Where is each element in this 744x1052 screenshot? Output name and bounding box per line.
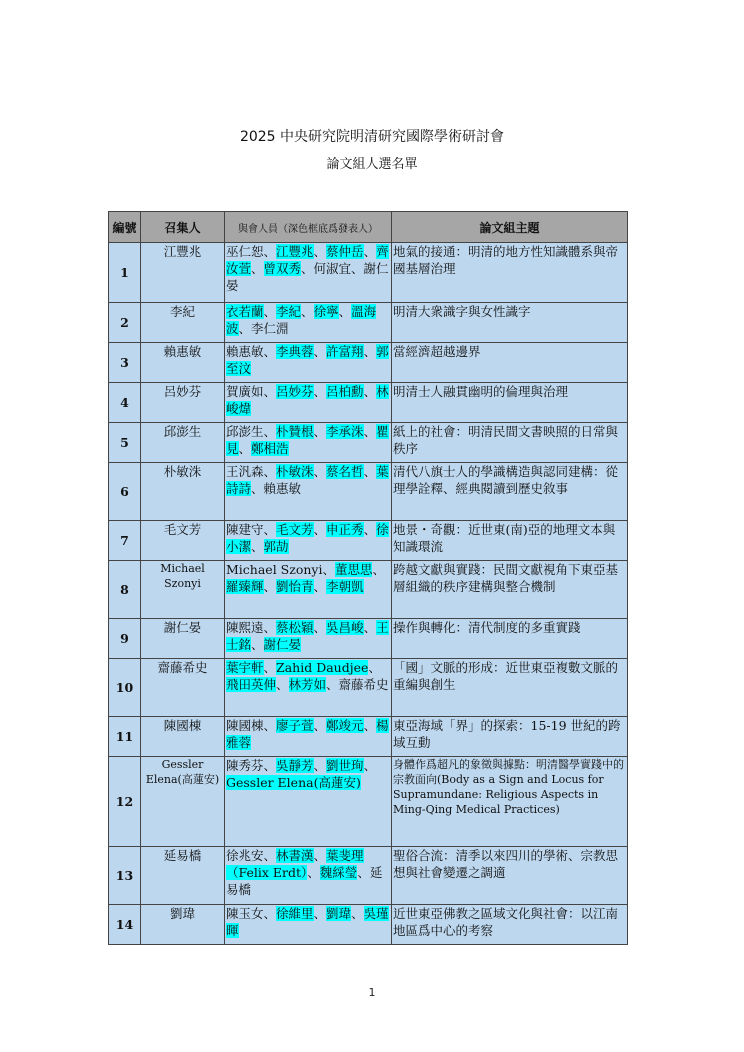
row-theme: 東亞海域「界」的探索：15-19 世紀的跨域互動 <box>392 717 628 757</box>
presenter-name: 郭至汶 <box>226 344 389 376</box>
row-members <box>225 905 392 945</box>
member-text: 、 <box>372 562 385 577</box>
presenter-name: 飛田英伸 <box>226 677 277 692</box>
presenter-name: 吳昌峻 <box>326 620 364 635</box>
table-row <box>109 243 628 303</box>
member-text: 、 <box>238 441 252 456</box>
presenter-name: 曾双秀 <box>263 261 302 276</box>
row-members <box>225 561 392 619</box>
presenter-name: 王士銘 <box>226 620 389 652</box>
row-number: 4 <box>109 383 141 423</box>
table-row <box>109 303 628 343</box>
presenter-name: Zahid Daudjee <box>276 660 369 675</box>
member-text: 、 <box>313 384 327 399</box>
row-number: 11 <box>109 717 141 757</box>
panel-list-table <box>108 211 628 945</box>
row-members <box>225 303 392 343</box>
row-convener: 朴敏洙 <box>141 463 225 521</box>
presenter-name: 楊雅蓉 <box>226 718 389 750</box>
member-text: 、何淑宜、謝仁晏 <box>226 261 389 293</box>
member-text: 王汎森、 <box>226 464 277 479</box>
presenter-name: 林書漢 <box>276 848 314 863</box>
row-theme: 跨越文獻與實踐：民間文獻視角下東亞基層組織的秩序建構與整合機制 <box>392 561 628 619</box>
presenter-name: 吳靜芳 <box>276 758 314 773</box>
member-text: 、 <box>363 424 377 439</box>
row-theme: 清代八旗士人的學識構造與認同建構：從理學詮釋、經典閱讀到歷史敘事 <box>392 463 628 521</box>
member-text: 、齋藤希史 <box>326 677 389 692</box>
row-theme: 紙上的社會：明清民間文書映照的日常與秩序 <box>392 423 628 463</box>
presenter-name: 葉斐理（Felix Erdt） <box>226 848 364 880</box>
member-text: 、賴惠敏 <box>251 481 302 496</box>
row-number: 8 <box>109 561 141 619</box>
row-members <box>225 423 392 463</box>
row-number: 13 <box>109 847 141 905</box>
header-theme: 論文組主題 <box>392 212 628 243</box>
row-theme: 操作與轉化：清代制度的多重實踐 <box>392 619 628 659</box>
member-text: 、 <box>313 620 327 635</box>
row-theme: 明清士人融貫幽明的倫理與治理 <box>392 383 628 423</box>
presenter-name: 鄭竣元 <box>326 718 364 733</box>
member-text: 徐兆安、 <box>226 848 277 863</box>
row-number: 5 <box>109 423 141 463</box>
row-convener: 謝仁晏 <box>141 619 225 659</box>
row-members <box>225 847 392 905</box>
member-text: 、 <box>313 579 327 594</box>
presenter-name: 李承洙 <box>326 424 364 439</box>
row-members <box>225 659 392 717</box>
row-convener: 賴惠敏 <box>141 343 225 383</box>
member-text: 、 <box>301 304 314 319</box>
table-row <box>109 619 628 659</box>
member-text: 陳秀芬、 <box>226 758 277 773</box>
member-text: 、 <box>363 464 377 479</box>
presenter-name: 魏綵瑩 <box>319 865 358 880</box>
row-convener: 邱澎生 <box>141 423 225 463</box>
member-text: 、 <box>313 718 327 733</box>
presenter-name: 謝仁晏 <box>263 637 302 652</box>
member-text: 、 <box>363 718 377 733</box>
row-convener: 延易橋 <box>141 847 225 905</box>
member-text: 、 <box>363 344 377 359</box>
table-row <box>109 717 628 757</box>
member-text: 陳國棟、 <box>226 718 277 733</box>
presenter-name: 廖子萱 <box>276 718 314 733</box>
member-text: 、 <box>263 660 277 675</box>
table-row <box>109 905 628 945</box>
row-convener: 呂妙芬 <box>141 383 225 423</box>
presenter-name: 蔡名哲 <box>326 464 364 479</box>
member-text: 陳熙遠、 <box>226 620 277 635</box>
table-row <box>109 383 628 423</box>
row-number: 14 <box>109 905 141 945</box>
presenter-name: 朴贊根 <box>276 424 314 439</box>
row-number: 2 <box>109 303 141 343</box>
table-body <box>109 243 628 945</box>
row-number: 9 <box>109 619 141 659</box>
member-text: 陳建守、 <box>226 522 277 537</box>
row-members <box>225 619 392 659</box>
row-members <box>225 463 392 521</box>
presenter-name: 劉世珣 <box>326 758 364 773</box>
member-text: 、 <box>313 522 327 537</box>
presenter-name: 李典蓉 <box>276 344 314 359</box>
presenter-name: 郭劼 <box>263 539 289 554</box>
header-number: 編號 <box>109 212 141 243</box>
presenter-name: 毛文芳 <box>276 522 314 537</box>
presenter-name: 瞿見 <box>226 424 389 456</box>
table-row <box>109 463 628 521</box>
member-text: 、 <box>251 261 264 276</box>
member-text: 、 <box>251 539 264 554</box>
row-theme: 地氣的接通：明清的地方性知識體系與帝國基層治理 <box>392 243 628 303</box>
presenter-name: 李紀 <box>276 304 302 319</box>
row-convener: 陳國棟 <box>141 717 225 757</box>
presenter-name: 蔡仲岳 <box>326 244 364 259</box>
member-text: 、 <box>313 464 327 479</box>
page-title: 2025 中央研究院明清研究國際學術研討會 <box>239 129 505 145</box>
row-convener: 江豐兆 <box>141 243 225 303</box>
table-row <box>109 561 628 619</box>
member-text: 、 <box>263 579 277 594</box>
table-header-row <box>109 212 628 243</box>
row-number: 12 <box>109 757 141 847</box>
row-theme: 身體作爲超凡的象徵與據點：明清醫學實踐中的宗教面向(Body as a Sign and Locus for Supramundane: Religious Aspects in Ming-Qing Medical Practices) <box>392 757 628 847</box>
member-text: 、 <box>363 244 377 259</box>
row-convener: Gessler Elena(高蓮安) <box>141 757 225 847</box>
member-text: 、 <box>363 384 377 399</box>
member-text: 、 <box>368 660 381 675</box>
page-number: 1 <box>368 986 376 999</box>
presenter-name: 董思思 <box>334 562 373 577</box>
row-members <box>225 521 392 561</box>
row-convener: 毛文芳 <box>141 521 225 561</box>
presenter-name: 衣若蘭 <box>226 304 264 319</box>
member-text: 、 <box>313 848 327 863</box>
member-text: 、 <box>263 304 277 319</box>
row-theme: 當經濟超越邊界 <box>392 343 628 383</box>
presenter-name: Gessler Elena(高蓮安) <box>226 775 361 790</box>
presenter-name: 葉宇軒 <box>226 660 264 675</box>
table-row <box>109 659 628 717</box>
presenter-name: 徐維里 <box>276 906 314 921</box>
row-number: 7 <box>109 521 141 561</box>
member-text: Michael Szonyi、 <box>226 562 335 577</box>
row-theme: 近世東亞佛教之區域文化與社會：以江南地區爲中心的考察 <box>392 905 628 945</box>
presenter-name: 許富翔 <box>326 344 364 359</box>
member-text: 、 <box>313 424 327 439</box>
row-members <box>225 343 392 383</box>
presenter-name: 劉瑋 <box>326 906 352 921</box>
member-text: 、 <box>307 865 320 880</box>
member-text: 、 <box>363 620 377 635</box>
table-row <box>109 847 628 905</box>
member-text: 、李仁淵 <box>238 321 289 336</box>
row-theme: 「國」文脈的形成：近世東亞複數文脈的重編與創生 <box>392 659 628 717</box>
header-members: 與會人員（深色框底爲發表人） <box>225 212 392 243</box>
member-text: 、 <box>313 906 327 921</box>
presenter-name: 劉怡青 <box>276 579 314 594</box>
member-text: 、 <box>338 304 352 319</box>
presenter-name: 葉詩詩 <box>226 464 389 496</box>
member-text: 賴惠敏、 <box>226 344 277 359</box>
presenter-name: 齊汝萱 <box>226 244 389 276</box>
presenter-name: 江豐兆 <box>276 244 314 259</box>
row-convener: 李紀 <box>141 303 225 343</box>
member-text: 、 <box>313 758 327 773</box>
presenter-name: 羅臻輝 <box>226 579 264 594</box>
row-theme: 明清大衆識字與女性識字 <box>392 303 628 343</box>
row-members <box>225 383 392 423</box>
header-convener: 召集人 <box>141 212 225 243</box>
row-members <box>225 243 392 303</box>
table-row <box>109 757 628 847</box>
member-text: 邱澎生、 <box>226 424 277 439</box>
presenter-name: 林芳如 <box>288 677 327 692</box>
presenter-name: 鄭相浩 <box>251 441 289 456</box>
member-text: 、 <box>251 637 264 652</box>
row-members <box>225 757 392 847</box>
row-number: 6 <box>109 463 141 521</box>
row-theme: 地景・奇觀：近世東(南)亞的地理文本與知識環流 <box>392 521 628 561</box>
member-text: 巫仁恕、 <box>226 244 277 259</box>
presenter-name: 徐小潔 <box>226 522 389 554</box>
presenter-name: 徐寧 <box>313 304 339 319</box>
row-convener: 齋藤希史 <box>141 659 225 717</box>
member-text: 陳玉女、 <box>226 906 277 921</box>
row-number: 3 <box>109 343 141 383</box>
table-row <box>109 521 628 561</box>
row-theme: 聖俗合流：清季以來四川的學術、宗教思想與社會變遷之調適 <box>392 847 628 905</box>
row-number: 10 <box>109 659 141 717</box>
member-text: 、 <box>363 522 377 537</box>
presenter-name: 蔡松穎 <box>276 620 314 635</box>
row-members <box>225 717 392 757</box>
member-text: 、 <box>313 344 327 359</box>
member-text: 、 <box>313 244 327 259</box>
presenter-name: 溫海波 <box>226 304 377 336</box>
member-text: 、 <box>351 906 364 921</box>
member-text: 賀廣如、 <box>226 384 277 399</box>
table-row <box>109 343 628 383</box>
table-row <box>109 423 628 463</box>
row-convener: 劉瑋 <box>141 905 225 945</box>
presenter-name: 呂妙芬 <box>276 384 314 399</box>
presenter-name: 申正秀 <box>326 522 364 537</box>
row-convener: Michael Szonyi <box>141 561 225 619</box>
member-text: 、延易橋 <box>226 865 383 897</box>
member-text: 、 <box>276 677 289 692</box>
presenter-name: 林峻煒 <box>226 384 389 416</box>
page-subtitle: 論文組人選名單 <box>326 157 418 172</box>
presenter-name: 李朝凱 <box>326 579 364 594</box>
member-text: 、 <box>363 758 377 773</box>
presenter-name: 呂柏勳 <box>326 384 364 399</box>
row-number: 1 <box>109 243 141 303</box>
presenter-name: 朴敏洙 <box>276 464 314 479</box>
presenter-name: 吳瑾暉 <box>226 906 389 938</box>
